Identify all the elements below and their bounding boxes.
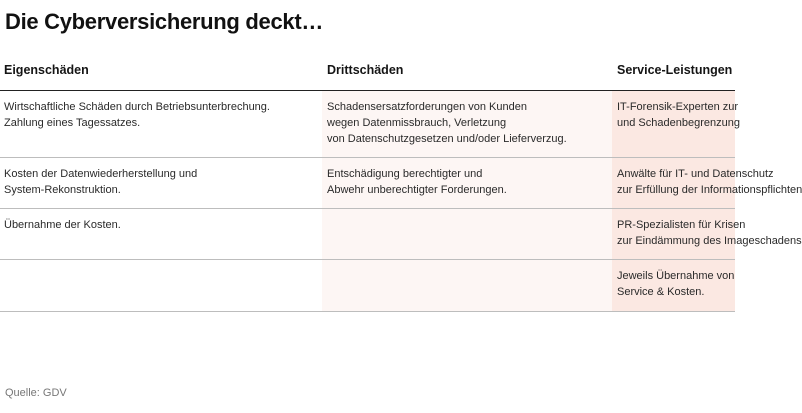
cell-drittschaeden (322, 91, 612, 157)
cell-drittschaeden (322, 209, 612, 259)
cell-eigenschaeden (0, 158, 322, 208)
table-header-row (0, 56, 735, 91)
cell-text: Zahlung eines Tagessatzes. (4, 117, 141, 129)
cell-text: und Schadenbegrenzung (617, 117, 740, 129)
table-row (0, 91, 740, 158)
cell-drittschaeden (322, 158, 612, 208)
cell-text: Schadensersatzforderungen von Kunden (327, 101, 527, 113)
cell-drittschaeden (322, 260, 612, 311)
column-header-service-leistungen: Service-Leistungen (617, 63, 733, 77)
cell-text: Wirtschaftliche Schäden durch Betriebsunterbrechung. (4, 101, 270, 113)
cell-text: zur Erfüllung der Informationspflichten (617, 184, 802, 196)
cell-text: Anwälte für IT- und Datenschutz (617, 168, 774, 180)
cell-text: Kosten der Datenwiederherstellung und (4, 168, 198, 180)
cell-text: Service & Kosten. (617, 286, 705, 298)
cell-eigenschaeden (0, 260, 322, 311)
cell-text: von Datenschutzgesetzen und/oder Lieferverzug. (327, 133, 567, 145)
table-row (0, 158, 802, 209)
cell-eigenschaeden (0, 91, 322, 157)
cell-text: Übernahme der Kosten. (4, 219, 121, 231)
cell-text: Entschädigung berechtigter und (327, 168, 483, 180)
table-row (0, 260, 735, 312)
cell-service-leistungen (612, 158, 802, 208)
cell-text: Abwehr unberechtigter Forderungen. (327, 184, 507, 196)
coverage-table (0, 56, 802, 312)
cell-service-leistungen (612, 260, 735, 311)
column-header-drittschaeden: Drittschäden (327, 63, 404, 77)
cell-text: System-Rekonstruktion. (4, 184, 121, 196)
cell-text: PR-Spezialisten für Krisen (617, 219, 746, 231)
cell-eigenschaeden (0, 209, 322, 259)
cell-text: Jeweils Übernahme von (617, 270, 735, 282)
cell-text: IT-Forensik-Experten zur (617, 101, 739, 113)
cell-text: zur Eindämmung des Imageschadens (617, 235, 802, 247)
column-header-eigenschaeden: Eigenschäden (4, 63, 89, 77)
source-note: Quelle: GDV (5, 387, 67, 399)
page-title: Die Cyberversicherung deckt… (5, 9, 324, 34)
table-row (0, 209, 802, 260)
cell-service-leistungen (612, 91, 740, 157)
cell-service-leistungen (612, 209, 802, 259)
cell-text: wegen Datenmissbrauch, Verletzung (327, 117, 507, 129)
